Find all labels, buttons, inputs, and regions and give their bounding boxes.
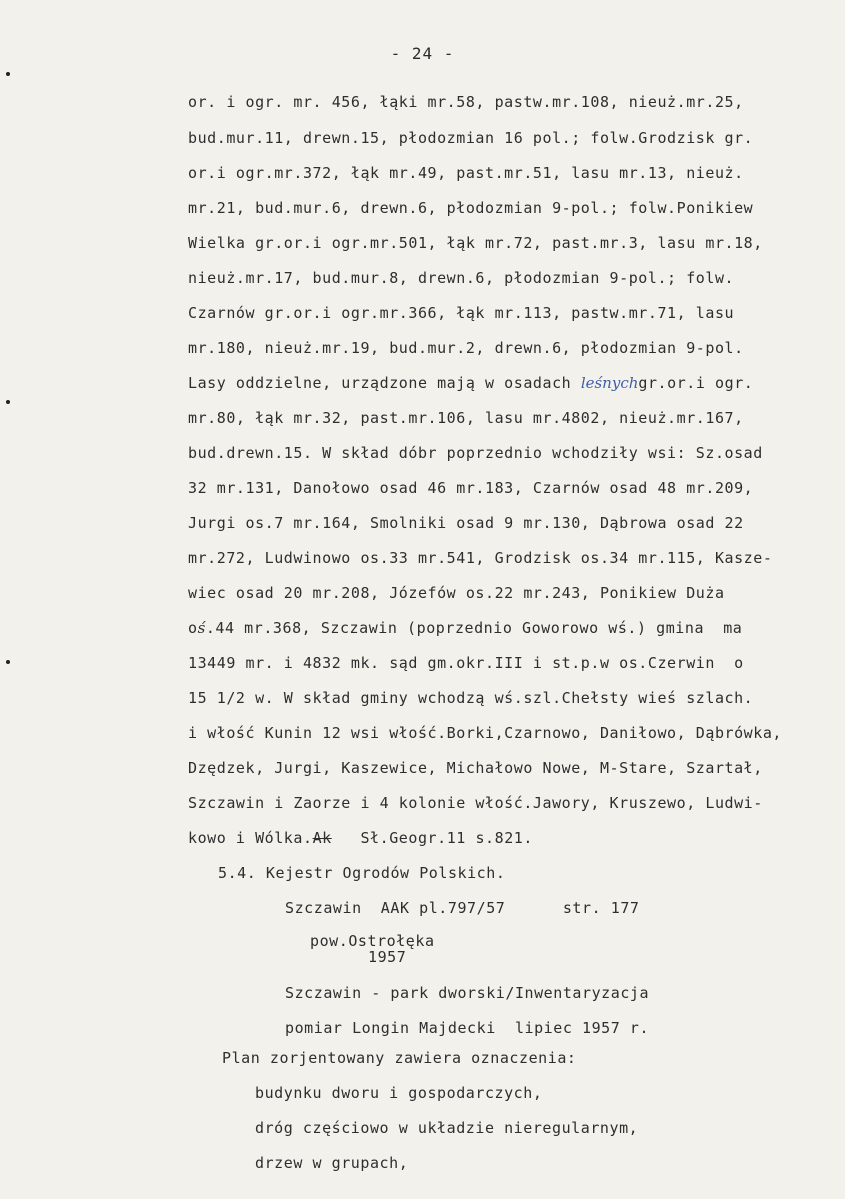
- text-line: Wielka gr.or.i ogr.mr.501, łąk mr.72, past.mr.3, lasu mr.18,: [188, 234, 763, 252]
- text-line: Szczawin - park dworski/Inwentaryzacja: [285, 984, 650, 1002]
- text-line: mr.180, nieuż.mr.19, bud.mur.2, drewn.6, płodozmian 9-pol.: [188, 339, 744, 357]
- text-line: [188, 373, 753, 393]
- text-line: Jurgi os.7 mr.164, Smolniki osad 9 mr.130, Dąbrowa osad 22: [188, 514, 744, 532]
- text-line: mr.272, Ludwinowo os.33 mr.541, Grodzisk os.34 mr.115, Kasze-: [188, 549, 773, 567]
- text-line: pomiar Longin Majdecki lipiec 1957 r.: [285, 1019, 650, 1037]
- text-line: [188, 828, 533, 848]
- text-line: or. i ogr. mr. 456, łąki mr.58, pastw.mr.108, nieuż.mr.25,: [188, 93, 744, 111]
- text-line: budynku dworu i gospodarczych,: [255, 1084, 543, 1102]
- text-line: or.i ogr.mr.372, łąk mr.49, past.mr.51, lasu mr.13, nieuż.: [188, 164, 744, 182]
- text-line: 32 mr.131, Danołowo osad 46 mr.183, Czarnów osad 48 mr.209,: [188, 479, 754, 497]
- text-segment: .44 mr.368, Szczawin (poprzednio Goworowo wś.) gmina ma: [205, 619, 743, 637]
- reference-line: Szczawin AAK pl.797/57 str. 177: [285, 899, 640, 917]
- text-line: Szczawin i Zaorze i 4 kolonie włość.Jawory, Kruszewo, Ludwi-: [188, 794, 763, 812]
- text-segment: kowo i Wólka.: [188, 829, 313, 847]
- punch-hole-mark: [6, 400, 10, 404]
- text-line: Dzędzek, Jurgi, Kaszewice, Michałowo Nowe, M-Stare, Szartał,: [188, 759, 763, 777]
- text-line: Czarnów gr.or.i ogr.mr.366, łąk mr.113, pastw.mr.71, lasu: [188, 304, 735, 322]
- text-segment: Lasy oddzielne, urządzone mają w osadach: [188, 374, 581, 392]
- text-line: 13449 mr. i 4832 mk. sąd gm.okr.III i st.p.w os.Czerwin o: [188, 654, 744, 672]
- text-line: Plan zorjentowany zawiera oznaczenia:: [222, 1049, 577, 1067]
- page-number: - 24 -: [390, 44, 455, 63]
- handwritten-insertion: leśnych: [580, 374, 639, 392]
- handwritten-correction: ś: [197, 619, 206, 637]
- text-line: 15 1/2 w. W skład gminy wchodzą wś.szl.Chełsty wieś szlach.: [188, 689, 754, 707]
- district-line: pow.Ostrołęka: [310, 932, 435, 950]
- text-line: bud.mur.11, drewn.15, płodozmian 16 pol.; folw.Grodzisk gr.: [188, 129, 754, 147]
- text-segment: gr.or.i ogr.: [638, 374, 754, 392]
- text-line: wiec osad 20 mr.208, Józefów os.22 mr.243, Ponikiew Duża: [188, 584, 725, 602]
- text-line: i włość Kunin 12 wsi włość.Borki,Czarnowo, Daniłowo, Dąbrówka,: [188, 724, 783, 742]
- text-segment: Sł.Geogr.11 s.821.: [331, 829, 533, 847]
- punch-hole-mark: [6, 660, 10, 664]
- text-segment: o: [188, 619, 198, 637]
- punch-hole-mark: [6, 72, 10, 76]
- text-line: bud.drewn.15. W skład dóbr poprzednio wchodziły wsi: Sz.osad: [188, 444, 763, 462]
- text-line: dróg częściowo w układzie nieregularnym,: [255, 1119, 639, 1137]
- text-line: nieuż.mr.17, bud.mur.8, drewn.6, płodozmian 9-pol.; folw.: [188, 269, 735, 287]
- year-line: 1957: [368, 948, 407, 966]
- text-line: mr.80, łąk mr.32, past.mr.106, lasu mr.4802, nieuż.mr.167,: [188, 409, 744, 427]
- text-line: drzew w grupach,: [255, 1154, 409, 1172]
- struck-text: Ak: [312, 829, 332, 847]
- text-line: [188, 618, 742, 638]
- section-heading: 5.4. Kejestr Ogrodów Polskich.: [218, 864, 506, 882]
- text-line: mr.21, bud.mur.6, drewn.6, płodozmian 9-pol.; folw.Ponikiew: [188, 199, 754, 217]
